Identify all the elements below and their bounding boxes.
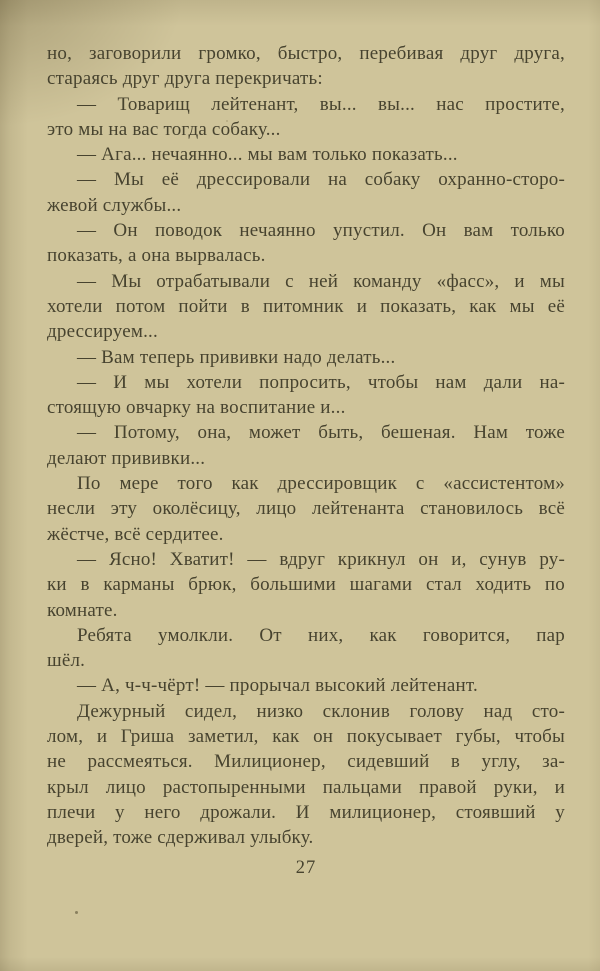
text-line: комнате. xyxy=(47,599,118,621)
text-line: — Ага... нечаянно... мы вам только показать... xyxy=(77,144,458,166)
text-line: Ребята умолкли. От них, как говорится, пар xyxy=(77,624,565,646)
text-line: — А, ч-ч-чёрт! — прорычал высокий лейтенант. xyxy=(77,675,478,697)
text-line: ки в карманы брюк, большими шагами стал ходить по xyxy=(47,574,565,596)
paper-speck xyxy=(75,911,78,914)
text-line: — Мы отрабатывали с ней команду «фасс», и мы xyxy=(77,270,565,292)
text-line: жевой службы... xyxy=(47,194,182,216)
text-line: — Он поводок нечаянно упустил. Он вам только xyxy=(77,220,565,242)
text-line: делают прививки... xyxy=(47,447,206,469)
text-line: — Ясно! Хватит! — вдруг крикнул он и, сунув ру- xyxy=(77,548,565,570)
text-block xyxy=(47,41,565,851)
text-line: но, заговорили громко, быстро, перебивая друг друга, xyxy=(47,43,565,64)
text-line: шёл. xyxy=(47,650,86,672)
text-line: — Товарищ лейтенант, вы... вы... нас простите, xyxy=(77,93,565,115)
page-number: 27 xyxy=(295,858,317,878)
text-line: плечи у него дрожали. И милиционер, стоявший у xyxy=(47,801,565,823)
text-line: стоящую овчарку на воспитание и... xyxy=(47,397,346,419)
text-line: По мере того как дрессировщик с «ассистентом» xyxy=(77,473,565,495)
text-line: Дежурный сидел, низко склонив голову над сто- xyxy=(77,700,565,722)
text-line: дверей, тоже сдерживал улыбку. xyxy=(47,827,314,849)
text-line: показать, а она вырвалась. xyxy=(47,245,266,267)
text-line: — Вам теперь прививки надо делать... xyxy=(77,346,396,368)
text-line: не рассмеяться. Милиционер, сидевший в углу, за- xyxy=(47,751,565,773)
text-line: дрессируем... xyxy=(47,321,158,343)
text-line: хотели потом пойти в питомник и показать, как мы её xyxy=(47,295,565,317)
paper-speck xyxy=(226,120,228,122)
text-line: жёстче, всё сердитее. xyxy=(47,523,224,545)
text-line: несли эту околёсицу, лицо лейтенанта становилось всё xyxy=(47,498,565,520)
text-line: это мы на вас тогда собаку... xyxy=(47,118,281,140)
text-line: лом, и Гриша заметил, как он покусывает губы, чтобы xyxy=(47,726,565,748)
text-line: стараясь друг друга перекричать: xyxy=(47,68,323,90)
text-line: — Мы её дрессировали на собаку охранно-сторо- xyxy=(77,169,565,191)
text-line: крыл лицо растопыренными пальцами правой руки, и xyxy=(47,776,565,798)
text-line: — Потому, она, может быть, бешеная. Нам тоже xyxy=(77,422,565,444)
text-line: — И мы хотели попросить, чтобы нам дали на- xyxy=(77,371,565,393)
